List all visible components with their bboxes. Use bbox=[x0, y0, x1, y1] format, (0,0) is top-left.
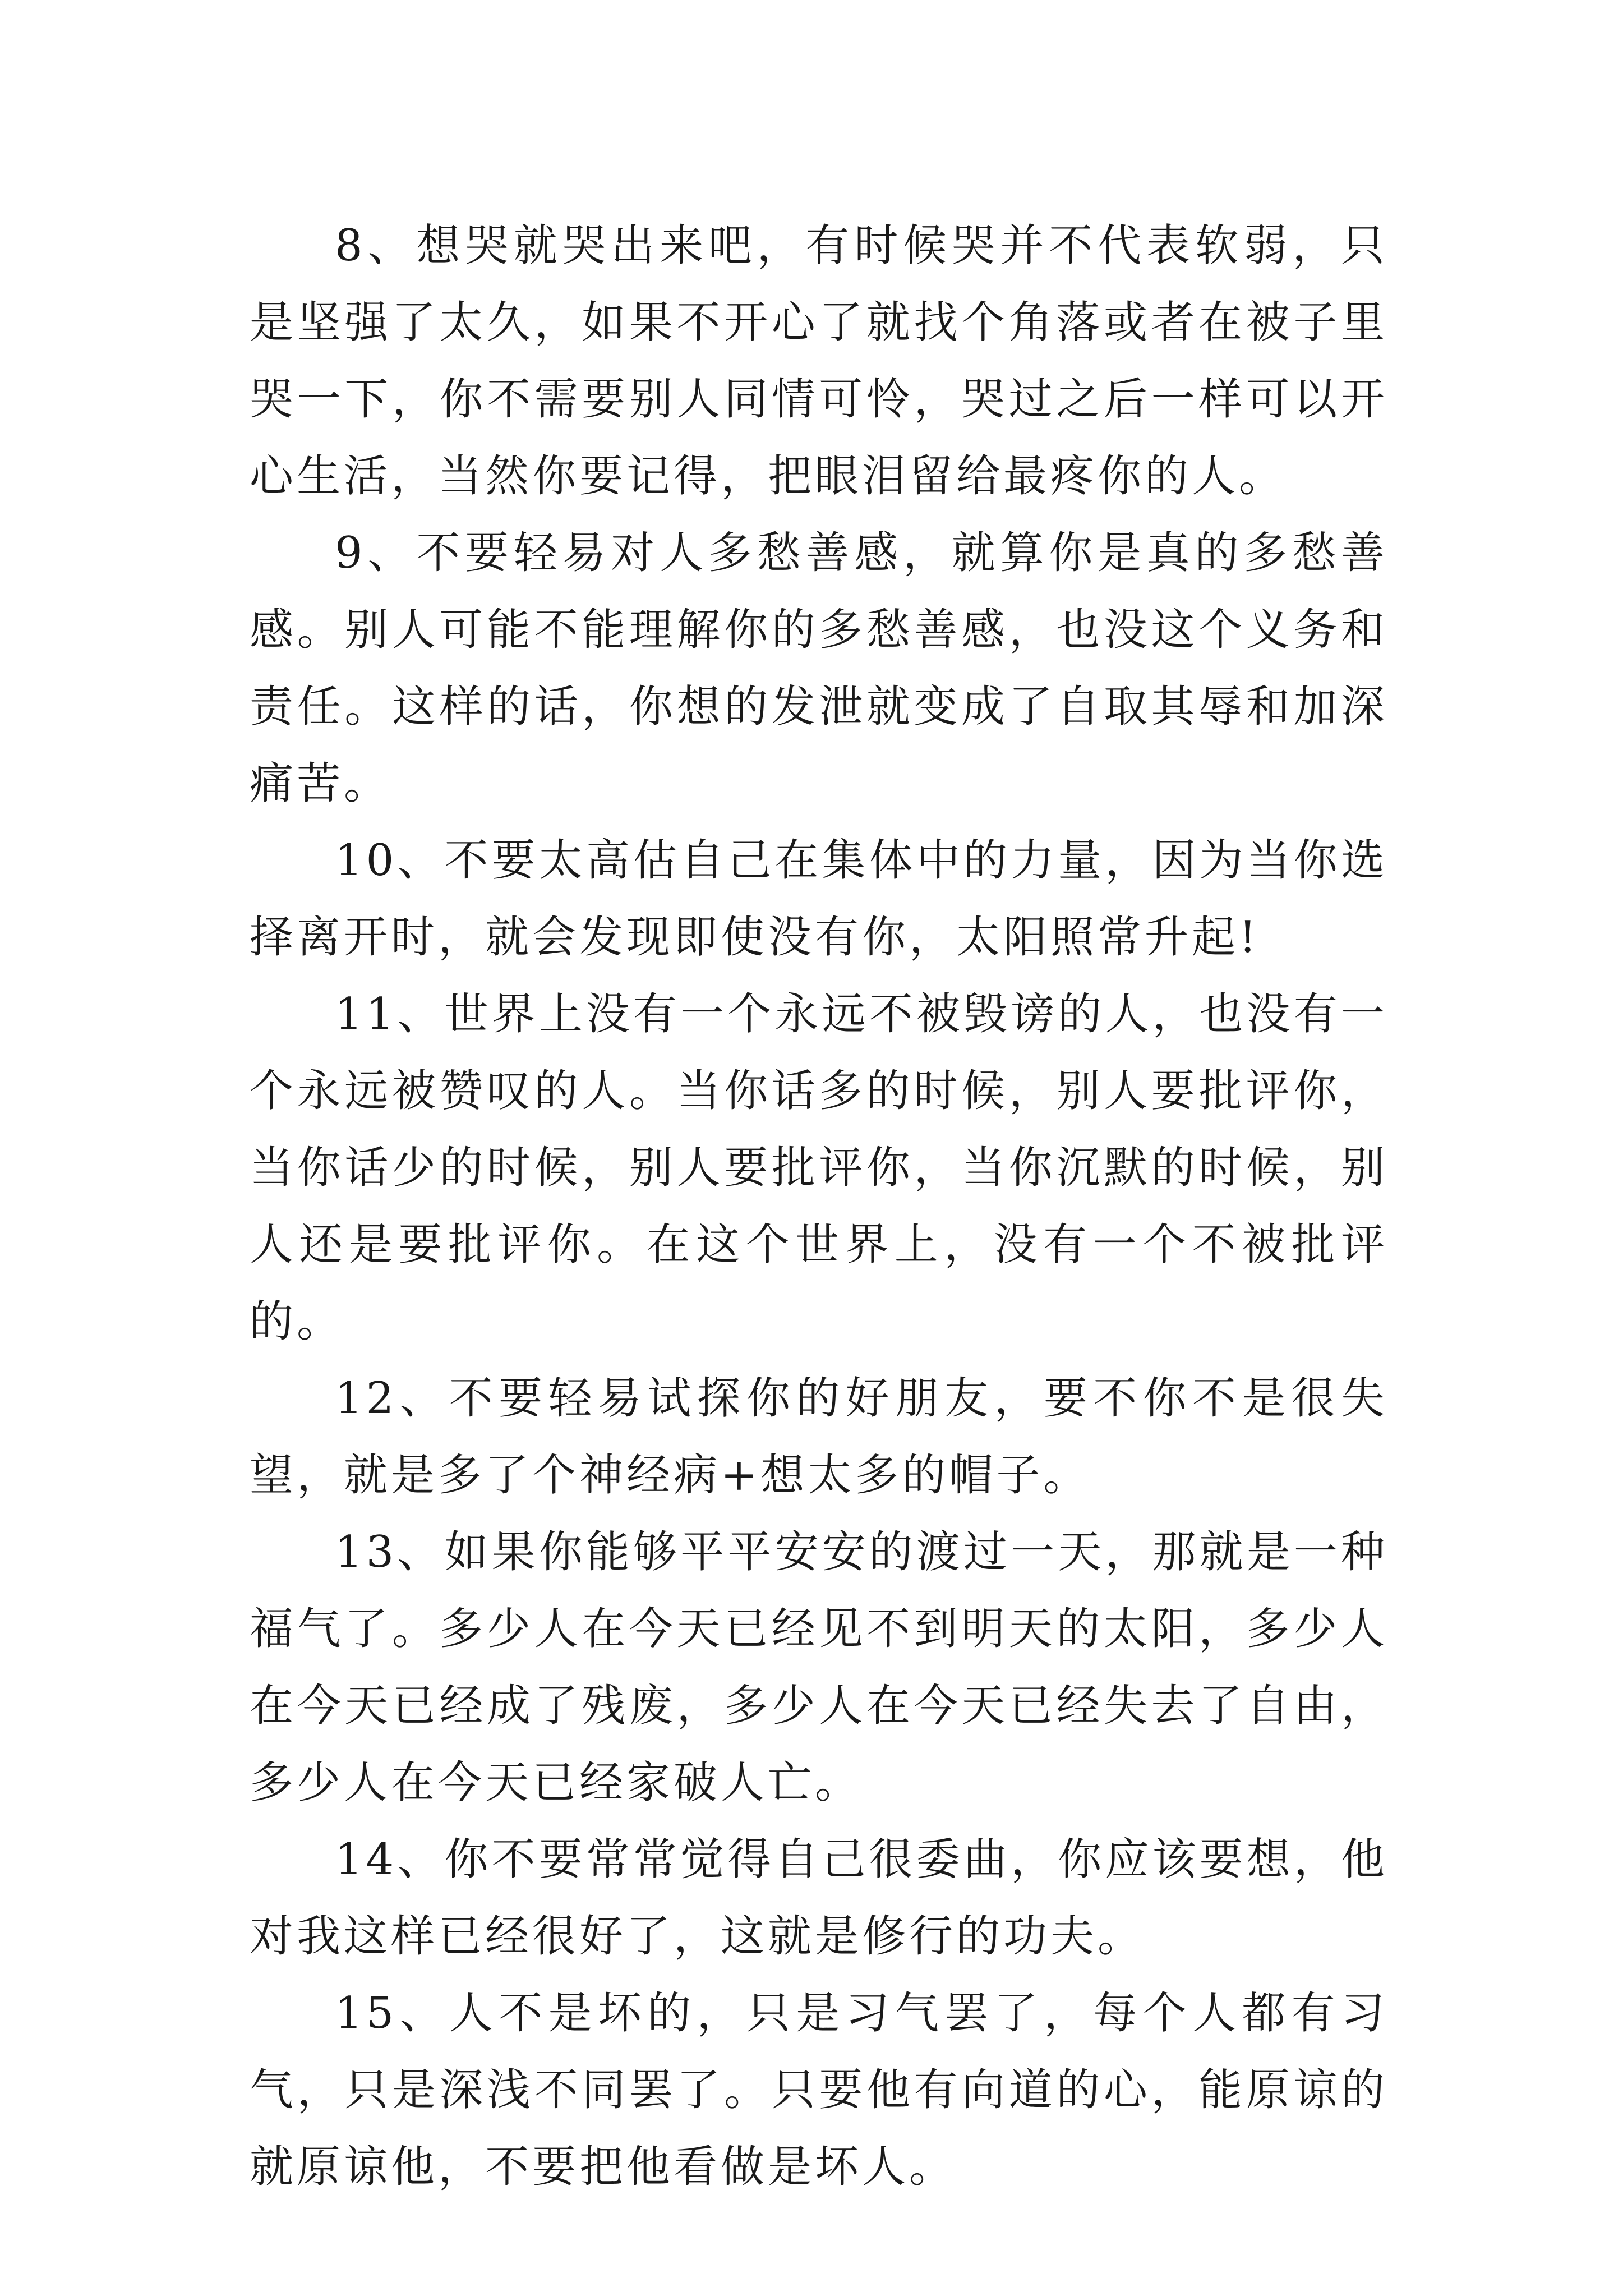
paragraph-14: 14、你不要常常觉得自己很委曲，你应该要想，他对我这样已经很好了，这就是修行的功夫。 bbox=[250, 1834, 1388, 1962]
paragraph-9: 9、不要轻易对人多愁善感，就算你是真的多愁善感。别人可能不能理解你的多愁善感，也没这个义务和责任。这样的话，你想的发泄就变成了自取其辱和加深痛苦。 bbox=[250, 528, 1388, 809]
paragraph-8: 8、想哭就哭出来吧，有时候哭并不代表软弱，只是坚强了太久，如果不开心了就找个角落或者在被子里哭一下，你不需要别人同情可怜，哭过之后一样可以开心生活，当然你要记得，把眼泪留给最疼你的人。 bbox=[250, 220, 1388, 501]
paragraph-13: 13、如果你能够平平安安的渡过一天，那就是一种福气了。多少人在今天已经见不到明天的太阳，多少人在今天已经成了残废，多少人在今天已经失去了自由，多少人在今天已经家破人亡。 bbox=[250, 1527, 1388, 1808]
paragraph-12: 12、不要轻易试探你的好朋友，要不你不是很失望，就是多了个神经病+想太多的帽子。 bbox=[250, 1373, 1388, 1501]
paragraph-11: 11、世界上没有一个永远不被毁谤的人，也没有一个永远被赞叹的人。当你话多的时候，别人要批评你，当你话少的时候，别人要批评你，当你沉默的时候，别人还是要批评你。在这个世界上，没有一个不被批评的。 bbox=[250, 989, 1388, 1347]
paragraph-15: 15、人不是坏的，只是习气罢了，每个人都有习气，只是深浅不同罢了。只要他有向道的心，能原谅的就原谅他，不要把他看做是坏人。 bbox=[250, 1988, 1388, 2192]
paragraph-10: 10、不要太高估自己在集体中的力量，因为当你选择离开时，就会发现即使没有你，太阳照常升起! bbox=[250, 835, 1388, 963]
document-body bbox=[250, 208, 1388, 2206]
